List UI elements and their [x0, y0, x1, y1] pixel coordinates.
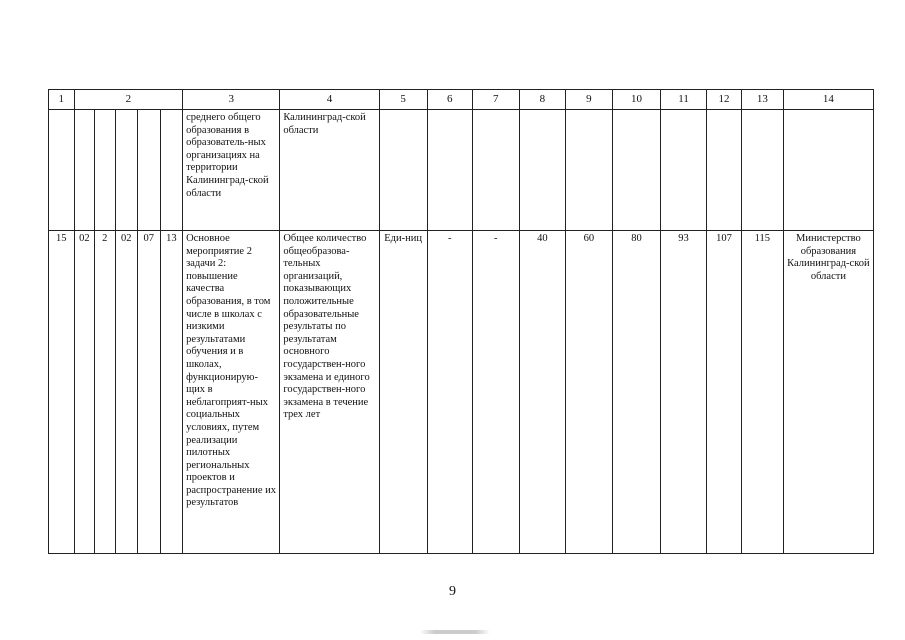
empty-cell	[379, 110, 427, 231]
header-cell-8: 8	[519, 90, 565, 110]
empty-cell	[160, 110, 183, 231]
program-table	[48, 89, 874, 554]
continuation-indicator: Калининград-ской области	[280, 110, 379, 231]
header-row	[49, 90, 874, 110]
header-cell-3: 3	[183, 90, 280, 110]
header-cell-4: 4	[280, 90, 379, 110]
code-cell: 2	[95, 231, 115, 554]
header-cell-10: 10	[612, 90, 660, 110]
continuation-description: среднего общего образования в образователь-ных организациях на территории Калининград-ской области	[183, 110, 280, 231]
empty-cell	[519, 110, 565, 231]
code-cell: 07	[138, 231, 161, 554]
header-cell-1: 1	[49, 90, 75, 110]
empty-cell	[741, 110, 783, 231]
continuation-row	[49, 110, 874, 231]
empty-cell	[612, 110, 660, 231]
value-cell-13: 115	[741, 231, 783, 554]
value-cell-11: 93	[661, 231, 707, 554]
empty-cell	[95, 110, 115, 231]
header-cell-14: 14	[783, 90, 873, 110]
empty-cell	[661, 110, 707, 231]
value-cell-6: -	[427, 231, 472, 554]
empty-cell	[138, 110, 161, 231]
measure-description: Основное мероприятие 2 задачи 2: повышение качества образования, в том числе в школах с низкими результатами обучения и в школах, функционирую-щих в неблагоприят-ных социальных условиях, путем реализации пилотных региональных проектов и распространение их результатов	[183, 231, 280, 554]
empty-cell	[472, 110, 519, 231]
value-cell-8: 40	[519, 231, 565, 554]
responsible-executor: Министерство образования Калининград-ской области	[783, 231, 873, 554]
empty-cell	[783, 110, 873, 231]
value-cell-10: 80	[612, 231, 660, 554]
header-cell-5: 5	[379, 90, 427, 110]
value-cell-12: 107	[707, 231, 742, 554]
code-cell: 15	[49, 231, 75, 554]
code-cell: 02	[74, 231, 94, 554]
page-number: 9	[449, 584, 456, 599]
empty-cell	[115, 110, 138, 231]
header-cell-11: 11	[661, 90, 707, 110]
code-cell: 13	[160, 231, 183, 554]
header-cell-6: 6	[427, 90, 472, 110]
code-cell: 02	[115, 231, 138, 554]
indicator-description: Общее количество общеобразова-тельных организаций, показывающих положительные образовательные результаты по результатам основного государствен-ного экзамена и единого государствен-ного экзамена в течение трех лет	[280, 231, 379, 554]
header-cell-2: 2	[74, 90, 183, 110]
empty-cell	[74, 110, 94, 231]
header-cell-12: 12	[707, 90, 742, 110]
next-page-edge	[420, 630, 490, 634]
empty-cell	[49, 110, 75, 231]
empty-cell	[707, 110, 742, 231]
header-cell-7: 7	[472, 90, 519, 110]
empty-cell	[565, 110, 612, 231]
measure-row	[49, 231, 874, 554]
value-cell-7: -	[472, 231, 519, 554]
header-cell-9: 9	[565, 90, 612, 110]
unit-cell: Еди-ниц	[379, 231, 427, 554]
value-cell-9: 60	[565, 231, 612, 554]
empty-cell	[427, 110, 472, 231]
header-cell-13: 13	[741, 90, 783, 110]
